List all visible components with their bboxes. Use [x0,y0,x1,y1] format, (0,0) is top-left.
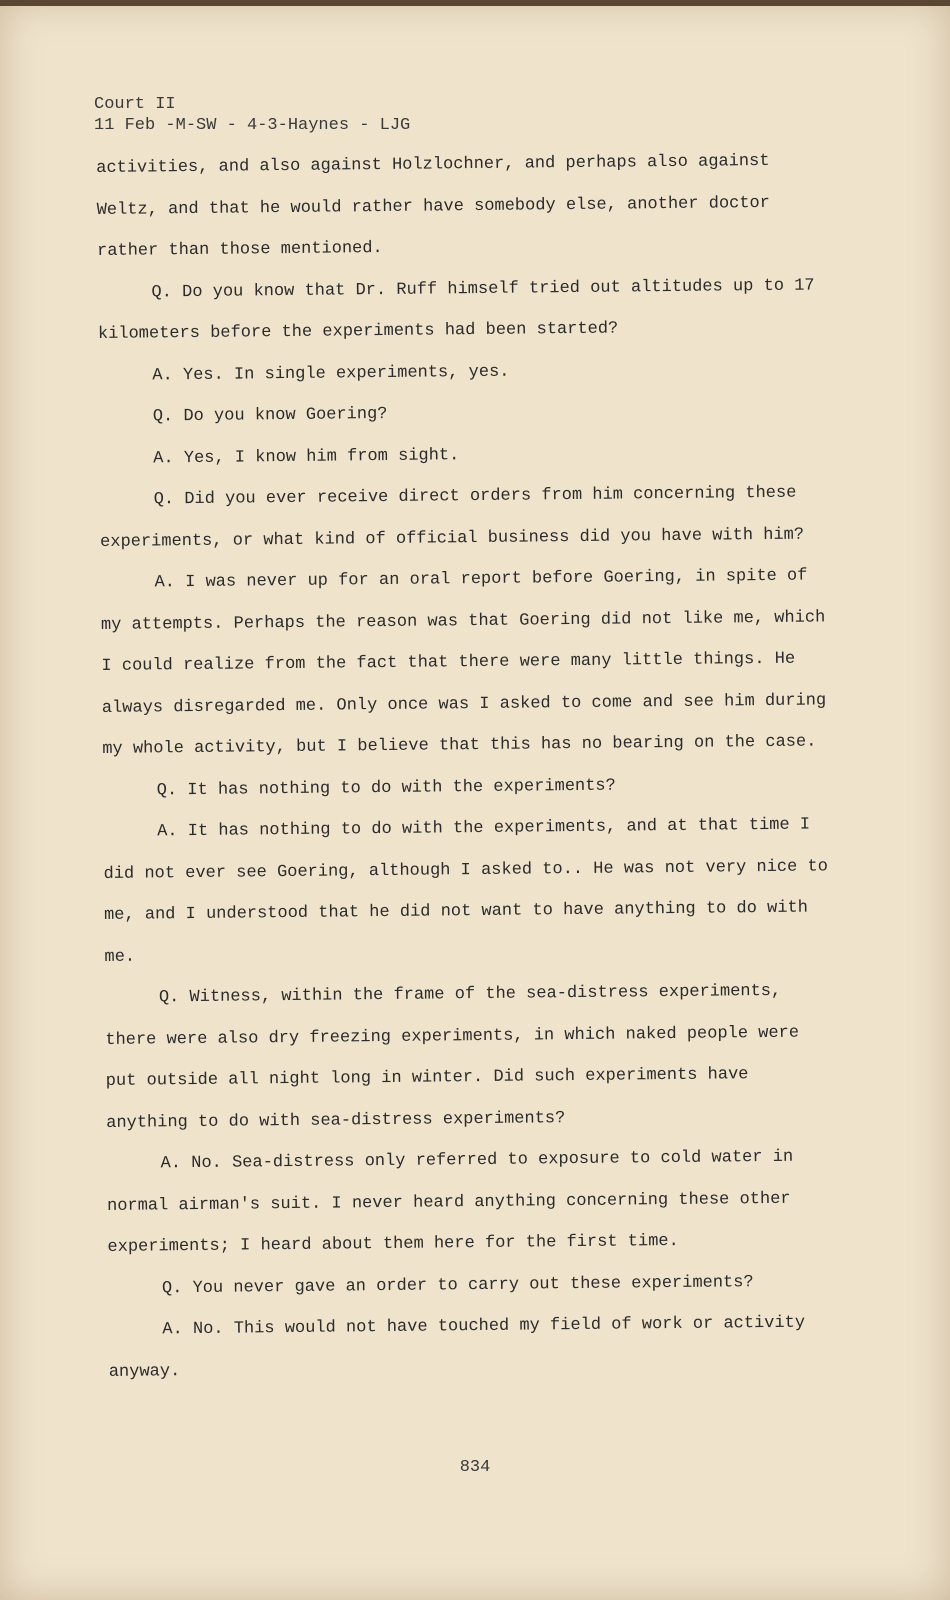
document-header [94,94,410,136]
answer-paragraph: A. I was never up for an oral report before Goering, in spite of my attempts. Perhaps the reason was that Goering did not like me, which I could realize from the fact that there were many little things. He always disregarded me. Only once was I asked to come and see him during my whole activity, but I believe that this has no bearing on the case. [100,566,827,759]
court-label: Court II [94,95,176,114]
question-paragraph: Q. Did you ever receive direct orders from him concerning these experiments, or what kind of official business did you have with him? [100,483,805,552]
page-number: 834 [459,1458,491,1477]
answer-paragraph: A. It has nothing to do with the experiments, and at that time I did not ever see Goering, although I asked to.. He was not very nice to me, and I understood that he did not want to have anything to do with me. [103,815,828,967]
answer-paragraph: A. No. This would not have touched my field of work or activity anyway. [108,1313,806,1382]
answer-paragraph: A. Yes, I know him from sight. [153,445,460,468]
page-top-edge [0,0,950,6]
question-paragraph: Q. Witness, within the frame of the sea-distress experiments, there were also dry freezing experiments, in which naked people were put outside all night long in winter. Did such experiments have anything to do with sea-distress experiments? [105,981,800,1133]
session-reference: 11 Feb -M-SW - 4-3-Haynes - LJG [94,116,411,135]
question-paragraph: Q. It has nothing to do with the experiments? [156,776,616,800]
question-paragraph: Q. You never gave an order to carry out these experiments? [161,1272,754,1298]
transcript-paragraph: activities, and also against Holzlochner, and perhaps also against Weltz, and that he would rather have somebody else, another doctor rather than those mentioned. [96,151,771,261]
answer-paragraph: A. No. Sea-distress only referred to exposure to cold water in normal airman's suit. I never heard anything concerning these other experiments; I heard about them here for the first time. [106,1147,794,1257]
answer-paragraph: A. Yes. In single experiments, yes. [152,362,510,385]
transcript-body [96,140,839,1393]
question-paragraph: Q. Do you know Goering? [152,404,388,427]
question-paragraph: Q. Do you know that Dr. Ruff himself tried out altitudes up to 17 kilometers before the experiments had been started? [97,275,815,344]
